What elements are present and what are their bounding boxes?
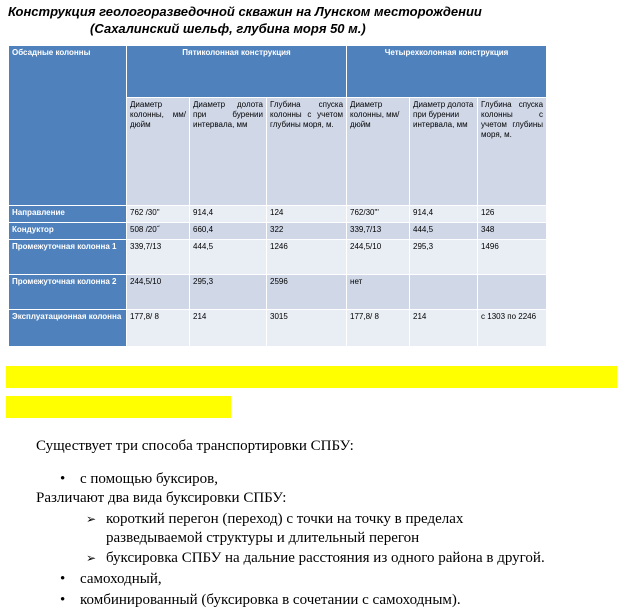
subheader-cell: Диаметр долота при бурении интервала, мм [410,98,478,206]
table-cell: 348 [478,223,547,240]
sub-list-item [86,548,545,568]
table-cell: 214 [410,310,478,347]
row-header: Промежуточная колонна 2 [9,275,127,310]
table-cell: 295,3 [190,275,267,310]
arrow-bullet-icon: ➢ [86,512,97,526]
corner-header: Обсадные колонны [9,46,127,206]
table-cell: 1246 [267,240,347,275]
subheader-cell: Диаметр колонны, мм/дюйм [127,98,190,206]
table-cell: 2596 [267,275,347,310]
table-cell: 914,4 [190,206,267,223]
table-cell: 508 /20˝ [127,223,190,240]
table-cell [410,275,478,310]
table-cell [478,275,547,310]
highlight-bar [6,366,617,388]
table-header-row [9,46,547,98]
table-cell: 339,7/13 [127,240,190,275]
table-row [9,310,547,347]
intro-paragraph: Существует три способа транспортировки СПБУ: [36,438,354,454]
table-cell: 660,4 [190,223,267,240]
title-line-2: (Сахалинский шельф, глубина моря 50 м.) [90,21,366,36]
group-header-four: Четырехколонная конструкция [347,46,547,98]
row-header: Эксплуатационная колонна [9,310,127,347]
bullet-icon: • [60,471,66,487]
sub-list-item-text: буксировка СПБУ на дальние расстояния из одного района в другой. [106,550,545,566]
table-cell: 124 [267,206,347,223]
highlight-bar [6,396,231,418]
list-item-text: с помощью буксиров, [80,471,218,487]
row-header: Направление [9,206,127,223]
list-item-text: комбинированный (буксировка в сочетании с самоходным). [80,592,461,608]
table-cell: 177,8/ 8 [127,310,190,347]
table-cell: 177,8/ 8 [347,310,410,347]
table-cell: 339,7/13 [347,223,410,240]
row-header: Кондуктор [9,223,127,240]
table-row [9,223,547,240]
table-cell: 444,5 [410,223,478,240]
table-cell: 126 [478,206,547,223]
list-item [60,590,461,610]
sub-list-item [86,509,463,529]
table-cell: 762/30"' [347,206,410,223]
subheader-cell: Диаметр долота при бурении интервала, мм [190,98,267,206]
table-cell: 3015 [267,310,347,347]
table-cell: нет [347,275,410,310]
list-item [60,469,218,489]
table-row [9,206,547,223]
group-header-five: Пятиколонная конструкция [127,46,347,98]
subheader-cell: Глубина спуска колонны с учетом глубины моря, м. [267,98,347,206]
table-cell: 762 /30" [127,206,190,223]
table-cell: 295,3 [410,240,478,275]
table-row [9,240,547,275]
subheader-cell: Диаметр колонны, мм/дюйм [347,98,410,206]
casing-table [8,45,547,347]
document-title [8,3,608,37]
sub-list-item-text: короткий перегон (переход) с точки на точку в пределах [106,511,464,527]
title-line-1: Конструкция геологоразведочной скважин на Лунском месторождении [8,4,482,19]
table-cell: 244,5/10 [347,240,410,275]
table-cell: 914,4 [410,206,478,223]
table-cell: 214 [190,310,267,347]
list-item [60,569,162,589]
table-cell: 1496 [478,240,547,275]
table-cell: 444,5 [190,240,267,275]
bullet-icon: • [60,571,66,587]
table-cell: 322 [267,223,347,240]
list-item-text: самоходный, [80,571,162,587]
sub-intro-paragraph: Различают два вида буксировки СПБУ: [36,490,287,506]
arrow-bullet-icon: ➢ [86,551,97,565]
table-cell: с 1303 по 2246 [478,310,547,347]
subheader-cell: Глубина спуска колонны с учетом глубины моря, м. [478,98,547,206]
sub-list-item-continuation: разведываемой структуры и длительный перегон [106,530,420,546]
bullet-icon: • [60,592,66,608]
row-header: Промежуточная колонна 1 [9,240,127,275]
table-cell: 244,5/10 [127,275,190,310]
table-row [9,275,547,310]
